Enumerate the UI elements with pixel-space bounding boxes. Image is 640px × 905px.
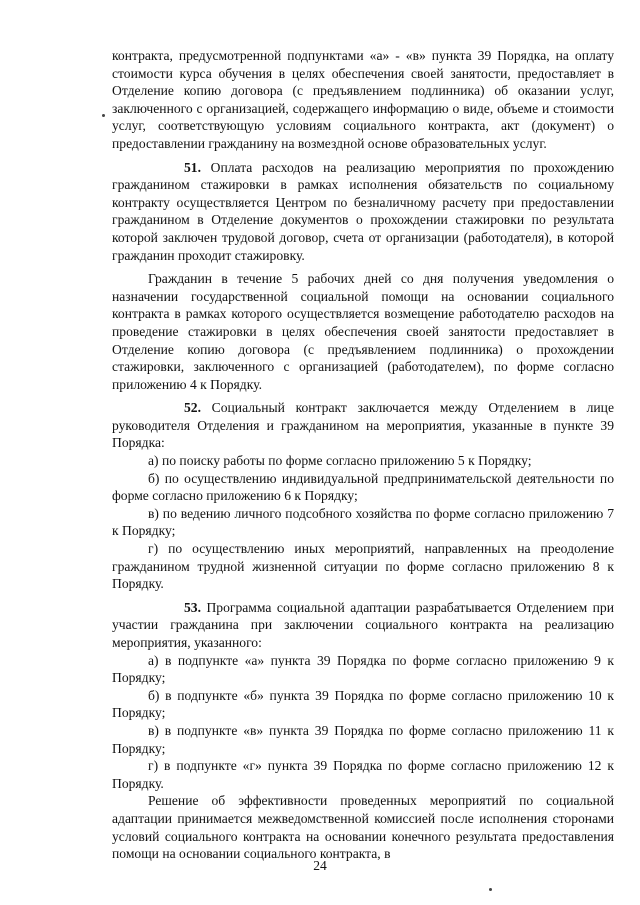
list-item: а) в подпункте «а» пункта 39 Порядка по форме согласно приложению 9 к Порядку;: [112, 652, 614, 686]
clause-text: Программа социальной адаптации разрабатывается Отделением при участии гражданина при заключении социального контракта на реализацию мероприятия, указанного:: [112, 599, 615, 650]
clause-number: 51.: [184, 159, 201, 175]
document-body: [112, 47, 614, 863]
clause-number: 52.: [184, 400, 201, 416]
list-item: г) в подпункте «г» пункта 39 Порядка по форме согласно приложению 12 к Порядку.: [112, 758, 614, 791]
list-item: г) по осуществлению иных мероприятий, направленных на преодоление гражданином трудной жизненной ситуации по форме согласно приложению 8 к Порядку.: [112, 541, 614, 592]
list-item: б) по осуществлению индивидуальной предпринимательской деятельности по форме согласно приложению 6 к Порядку;: [112, 470, 614, 504]
list-item: в) по ведению личного подсобного хозяйства по форме согласно приложению 7 к Порядку;: [112, 505, 614, 539]
clause-53-paragraph-final: Решение об эффективности проведенных мероприятий по социальной адаптации принимается межведомственной комиссией после исполнения сторонами условий социального контракта на основании конечного результата предоставления помощи на основании социального контракта, в: [112, 793, 614, 862]
clause-number: 53.: [184, 599, 201, 615]
clause-text: Оплата расходов на реализацию мероприятия по прохождению гражданином стажировки в рамках исполнения обязательств по социальному контракту осуществляется Центром по безналичному расчету при предоставлении гражданином в Отделение документов о прохождении стажировки по результата которой заключен трудовой договор, счета от организации (работодателя), в которой гражданин проходит стажировку.: [112, 159, 614, 263]
paragraph-continuation: контракта, предусмотренной подпунктами «а» - «в» пункта 39 Порядка, на оплату стоимости курса обучения в целях обеспечения своей занятости, предоставляет в Отделение копию договора (с предъявлением подлинника) об оказании услуг, заключенного с организацией, содержащего информацию о виде, объеме и стоимости услуг, соответствующую условиям социального контракта, акт (документ) о предоставлении гражданину на возмездной основе образовательных услуг.: [112, 48, 614, 151]
clause-53: [112, 599, 614, 652]
list-item: а) по поиску работы по форме согласно приложению 5 к Порядку;: [148, 453, 532, 469]
clause-text: Социальный контракт заключается между Отделением в лице руководителя Отделения и гражданином на мероприятия, указанные в пункте 39 Порядка:: [112, 400, 614, 451]
clause-51: [112, 159, 614, 265]
scan-speck: [102, 114, 105, 117]
clause-51-paragraph-2: Гражданин в течение 5 рабочих дней со дня получения уведомления о назначении государственной социальной помощи на основании социального контракта в рамках которого осуществляется возмещение работодателю расходов на проведение стажировки в целях обеспечения своей занятости предоставляет в Отделение копию договора (с предъявлением подлинника) о прохождении стажировки, заключенного с организацией (работодателем), по форме согласно приложению 4 к Порядку.: [112, 271, 614, 392]
list-item: в) в подпункте «в» пункта 39 Порядка по форме согласно приложению 11 к Порядку;: [112, 722, 614, 756]
list-item: б) в подпункте «б» пункта 39 Порядка по форме согласно приложению 10 к Порядку;: [112, 687, 614, 721]
page-number: 24: [313, 858, 327, 873]
scan-speck: [489, 888, 492, 891]
clause-52: [112, 399, 614, 452]
